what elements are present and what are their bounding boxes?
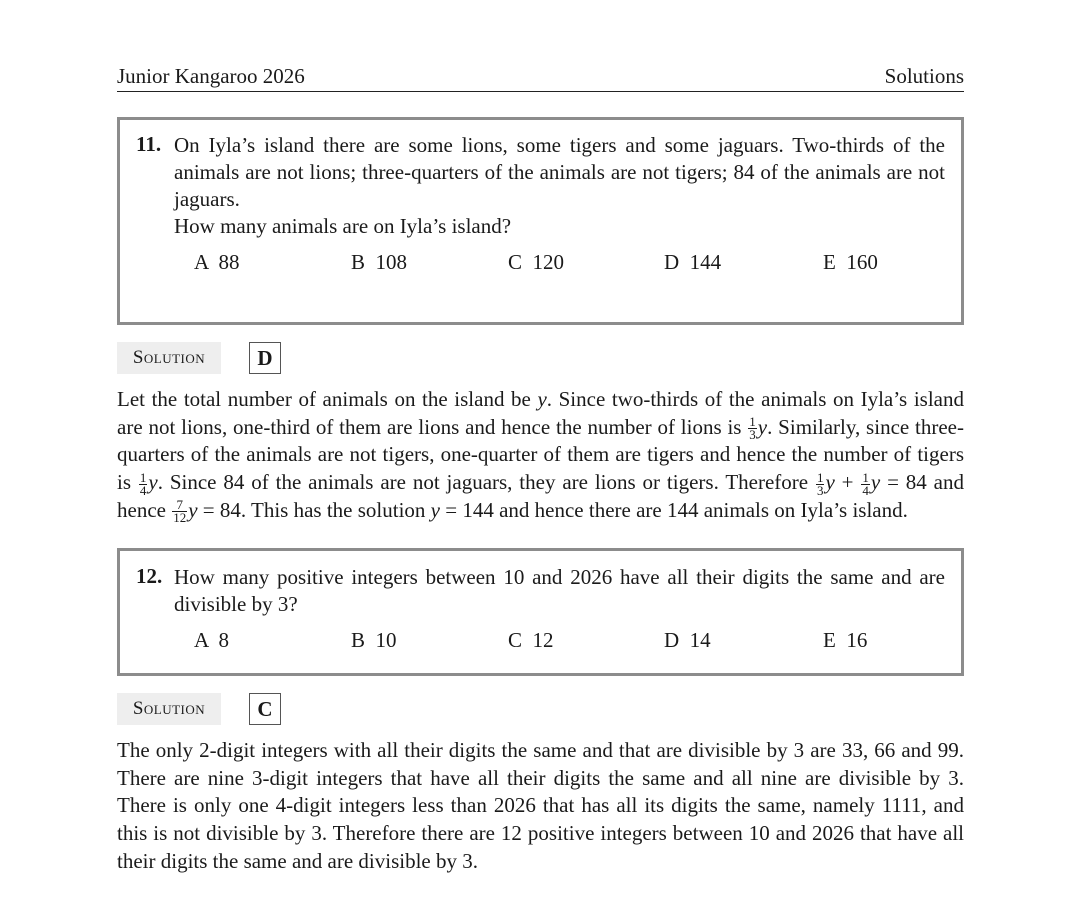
solution-answer: C	[249, 693, 281, 725]
sol11-part: = 84. This has the solution	[197, 497, 431, 522]
header-title: Junior Kangaroo 2026	[117, 64, 305, 88]
running-header	[117, 60, 964, 92]
solution-11-header	[117, 342, 964, 376]
sol11-part: . Similarly, since three-quarters of the animals are not tigers, one-quarter of them are tigers and hence the number of tigers is	[117, 414, 964, 494]
numerator: 1	[749, 414, 756, 430]
variable: y	[148, 469, 158, 494]
denominator: 4	[139, 482, 147, 498]
option-c: C 12	[508, 628, 554, 653]
question-text: How many positive integers between 10 and 2026 have all their digits the same and are divisible by 3?	[174, 565, 945, 617]
option-e: E 16	[823, 628, 868, 653]
solution-11-text	[117, 386, 964, 524]
question-prompt: How many animals are on Iyla’s island?	[174, 214, 512, 238]
option-d: D 14	[664, 628, 711, 653]
header-section: Solutions	[884, 64, 964, 88]
fraction	[748, 416, 757, 441]
denominator: 4	[862, 482, 869, 498]
solution-12-header	[117, 693, 964, 727]
option-e: E 160	[823, 250, 878, 274]
variable: y	[537, 387, 547, 411]
answer-options	[120, 250, 961, 277]
sol11-part: = 144 and hence there are 144 animals on Iyla’s island.	[440, 497, 908, 522]
solution-label: Solution	[117, 693, 221, 725]
question-12-box	[117, 548, 964, 676]
sol11-part: = 84 and hence	[117, 469, 965, 522]
denominator: 12	[173, 510, 187, 526]
numerator: 1	[139, 469, 147, 485]
option-a: A 8	[194, 628, 230, 653]
sol11-part: . Since 84 of the animals are not jaguars, they are lions or tigers. Therefore	[157, 469, 815, 494]
fraction	[172, 499, 187, 524]
sol11-part: . Since two-thirds of the animals on Iyla’s island are not lions, one-third of them are lions and hence the number of lions is	[117, 387, 964, 439]
question-11-box	[117, 117, 964, 325]
fraction	[816, 469, 825, 498]
question-number: 11.	[136, 132, 162, 156]
option-c: C 120	[508, 250, 565, 274]
denominator: 3	[816, 482, 824, 498]
solution-answer: D	[249, 342, 281, 374]
variable: y	[870, 469, 881, 494]
question-number: 12.	[136, 564, 163, 589]
numerator: 1	[862, 469, 869, 485]
option-b: B 10	[351, 628, 397, 653]
fraction	[861, 469, 870, 498]
page	[117, 60, 964, 875]
variable: y	[188, 497, 198, 522]
solution-12-text: The only 2-digit integers with all their digits the same and that are divisible by 3 are 33, 66 and 99. There are nine 3-digit integers that have all their digits the same and all nine are divisible by 3. There is only one 4-digit integers less than 2026 that has all its digits the same, namely 1111, and this is not divisible by 3. Therefore there are 12 positive integers between 10 and 2026 that have all their digits the same and are divisible by 3.	[117, 738, 964, 873]
variable: y	[825, 469, 835, 494]
solution-label: Solution	[117, 342, 221, 374]
sol11-part: Let the total number of animals on the island be	[117, 387, 538, 411]
question-text	[174, 132, 945, 240]
variable: y	[430, 497, 440, 522]
plus-sign: +	[834, 469, 861, 494]
fraction	[139, 469, 148, 498]
numerator: 7	[172, 499, 187, 512]
denominator: 3	[749, 427, 756, 443]
variable: y	[757, 414, 768, 439]
question-stem: On Iyla’s island there are some lions, some tigers and some jaguars. Two-thirds of the animals are not lions; three-quarters of the animals are not tigers; 84 of the animals are not jaguars.	[174, 133, 945, 211]
option-d: D 144	[664, 250, 722, 274]
answer-options	[120, 628, 961, 655]
option-b: B 108	[351, 250, 408, 274]
option-a: A 88	[194, 250, 240, 274]
numerator: 1	[816, 469, 824, 485]
